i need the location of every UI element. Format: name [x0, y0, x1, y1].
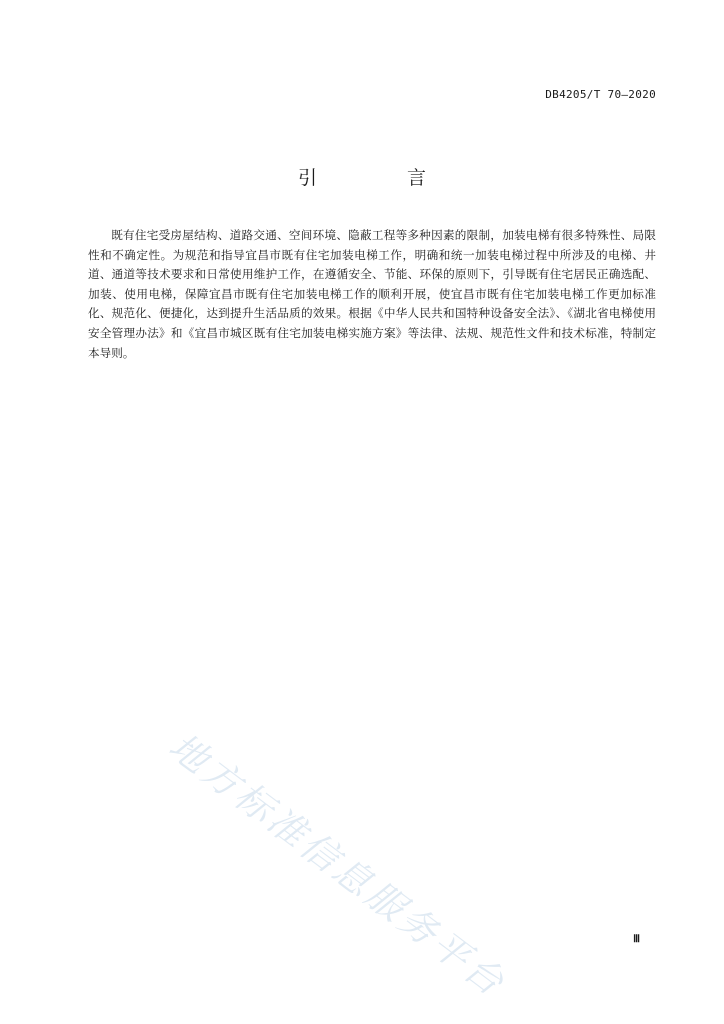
watermark: 地方标准信息服务平台 [160, 724, 515, 1006]
page-number: Ⅲ [633, 934, 640, 945]
introduction-paragraph: 既有住宅受房屋结构、道路交通、空间环境、隐蔽工程等多种因素的限制，加装电梯有很多特殊性、局限性和不确定性。为规范和指导宜昌市既有住宅加装电梯工作，明确和统一加装电梯过程中所涉及的电梯、井道、通道等技术要求和日常使用维护工作，在遵循安全、节能、环保的原则下，引导既有住宅居民正确选配、加装、使用电梯，保障宜昌市既有住宅加装电梯工作的顺利开展，使宜昌市既有住宅加装电梯工作更加标准化、规范化、便捷化，达到提升生活品质的效果。根据《中华人民共和国特种设备安全法》、《湖北省电梯使用安全管理办法》和《宜昌市城区既有住宅加装电梯实施方案》等法律、法规、规范性文件和技术标准，特制定本导则。 [88, 228, 656, 360]
document-code: DB4205/T 70—2020 [545, 88, 656, 101]
introduction-heading: 引 言 [297, 167, 469, 189]
